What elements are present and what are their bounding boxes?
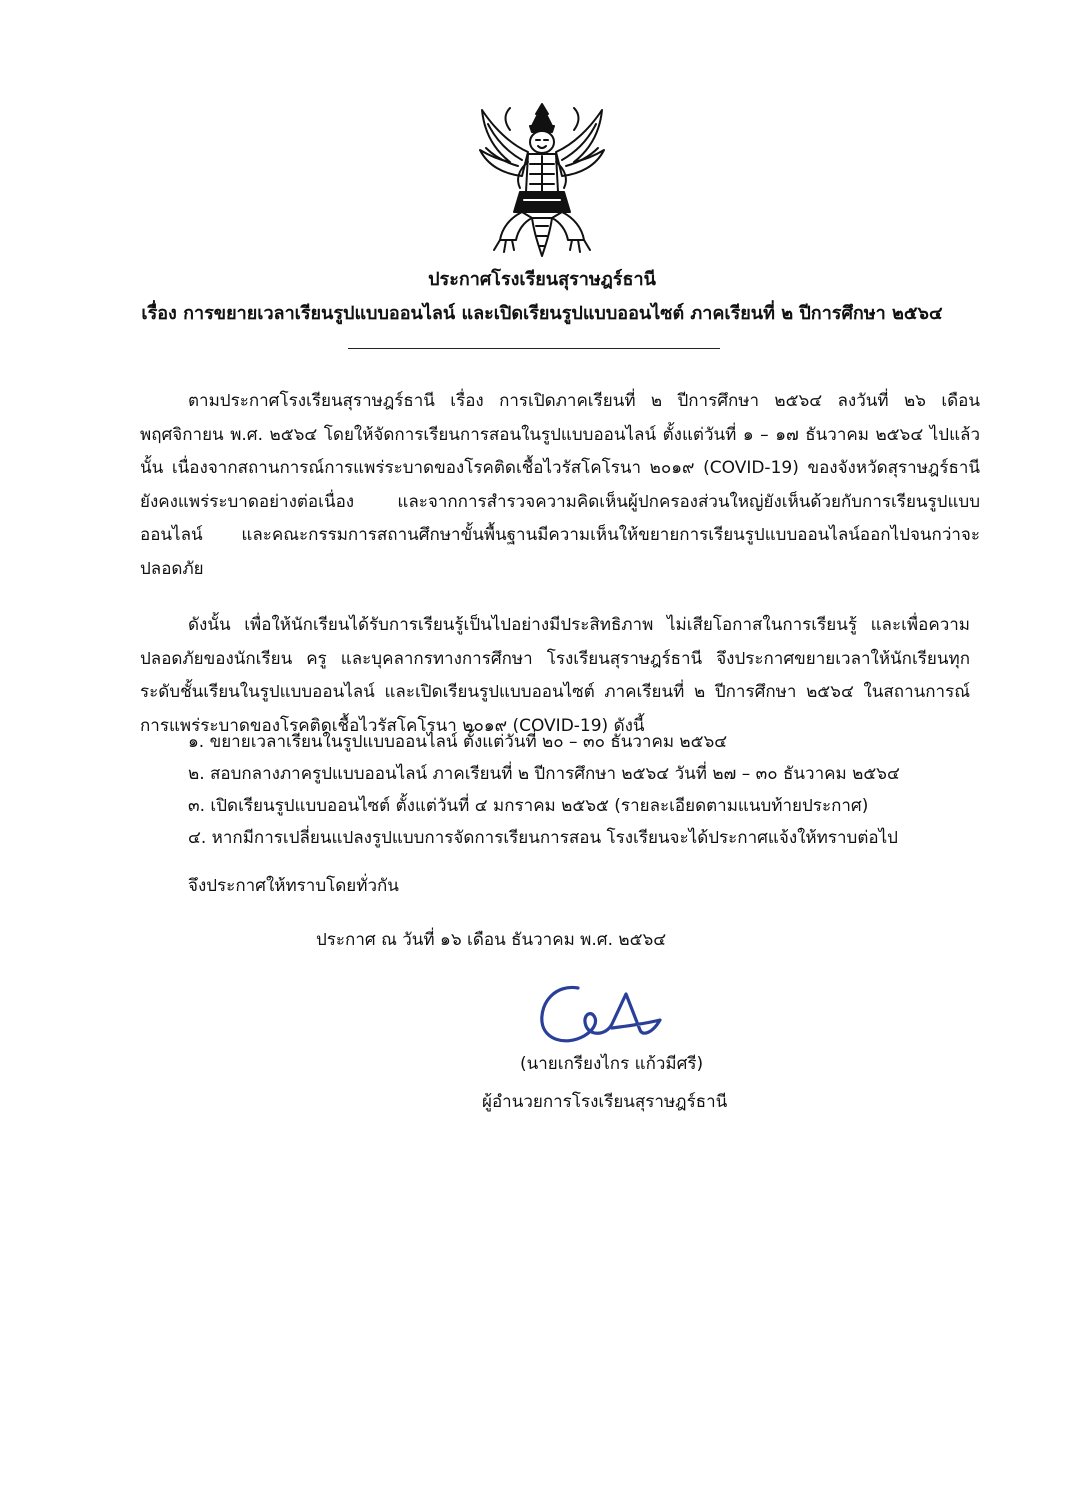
list-item: ๓. เปิดเรียนรูปแบบออนไซต์ ตั้งแต่วันที่ ๔ มกราคม ๒๕๖๕ (รายละเอียดตามแนบท้ายประกาศ)	[188, 796, 869, 816]
closing-statement: จึงประกาศให้ทราบโดยทั่วกัน	[188, 876, 399, 896]
list-item: ๔. หากมีการเปลี่ยนแปลงรูปแบบการจัดการเรียนการสอน โรงเรียนจะได้ประกาศแจ้งให้ทราบต่อไป	[188, 828, 898, 848]
garuda-emblem-icon	[470, 100, 614, 260]
announcement-subject: เรื่อง การขยายเวลาเรียนรูปแบบออนไลน์ และเปิดเรียนรูปแบบออนไซต์ ภาคเรียนที่ ๒ ปีการศึกษา ๒๕๖๔	[141, 303, 943, 324]
signer-name: (นายเกรียงไกร แก้วมีศรี)	[520, 1054, 704, 1074]
title-divider	[348, 348, 720, 349]
announcement-date: ประกาศ ณ วันที่ ๑๖ เดือน ธันวาคม พ.ศ. ๒๕๖๔	[316, 930, 667, 950]
measures-list	[188, 726, 988, 854]
signer-title: ผู้อำนวยการโรงเรียนสุราษฎร์ธานี	[482, 1092, 728, 1112]
list-item: ๑. ขยายเวลาเรียนในรูปแบบออนไลน์ ตั้งแต่วันที่ ๒๐ – ๓๐ ธันวาคม ๒๕๖๔	[188, 732, 728, 752]
body-paragraph-1: ตามประกาศโรงเรียนสุราษฎร์ธานี เรื่อง การเปิดภาคเรียนที่ ๒ ปีการศึกษา ๒๕๖๔ ลงวันที่ ๒๖ เดือน พฤศจิกายน พ.ศ. ๒๕๖๔ โดยให้จัดการเรียนการสอนในรูปแบบออนไลน์ ตั้งแต่วันที่ ๑ – ๑๗ ธันวาคม ๒๕๖๔ ไปแล้วนั้น เนื่องจากสถานการณ์การแพร่ระบาดของโรคติดเชื้อไวรัสโคโรนา ๒๐๑๙ (COVID-19) ของจังหวัดสุราษฎร์ธานี ยังคงแพร่ระบาดอย่างต่อเนื่อง และจากการสำรวจความคิดเห็นผู้ปกครองส่วนใหญ่ยังเห็นด้วยกับการเรียนรูปแบบออนไลน์ และคณะกรรมการสถานศึกษาขั้นพื้นฐานมีความเห็นให้ขยายการเรียนรูปแบบออนไลน์ออกไปจนกว่าจะปลอดภัย	[140, 391, 980, 579]
body-paragraph-2: ดังนั้น เพื่อให้นักเรียนได้รับการเรียนรู้เป็นไปอย่างมีประสิทธิภาพ ไม่เสียโอกาสในการเรียนรู้ และเพื่อความปลอดภัยของนักเรียน ครู และบุคลากรทางการศึกษา โรงเรียนสุราษฎร์ธานี จึงประกาศขยายเวลาให้นักเรียนทุกระดับชั้นเรียนในรูปแบบออนไลน์ และเปิดเรียนรูปแบบออนไซต์ ภาคเรียนที่ ๒ ปีการศึกษา ๒๕๖๔ ในสถานการณ์การแพร่ระบาดของโรคติดเชื้อไวรัสโคโรนา ๒๐๑๙ (COVID-19) ดังนี้	[140, 615, 970, 736]
signature-icon	[532, 980, 682, 1058]
list-item: ๒. สอบกลางภาครูปแบบออนไลน์ ภาคเรียนที่ ๒ ปีการศึกษา ๒๕๖๔ วันที่ ๒๗ – ๓๐ ธันวาคม ๒๕๖๔	[188, 764, 900, 784]
announcement-title: ประกาศโรงเรียนสุราษฎร์ธานี	[428, 269, 656, 290]
